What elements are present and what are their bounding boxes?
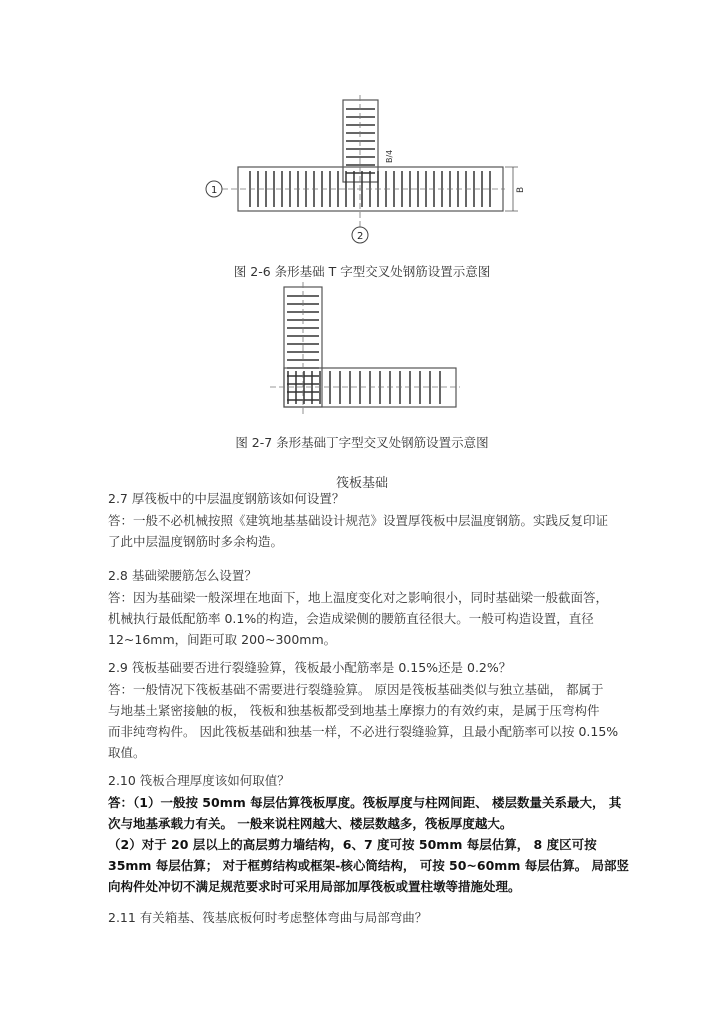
answer-2-10-line: 答：（1）一般按 50mm 每层估算筏板厚度。筏板厚度与柱网间距、 楼层数量关系最大， 其 [108,795,622,810]
question-2-7: 2.7 厚筏板中的中层温度钢筋该如何设置？ [108,491,345,506]
answer-2-7 [108,510,616,552]
answer-2-10-line: （2）对于 20 层以上的高层剪力墙结构，6、7 度可按 50mm 每层估算， 8 度区可按 [108,837,597,852]
answer-2-10-line: 向构件处冲切不满足规范要求时可采用局部加厚筏板或置柱墩等措施处理。 [108,879,521,894]
answer-2-10 [108,792,630,897]
figure-2-6-caption: 图 2-6 条形基础 T 字型交叉处钢筋设置示意图 [233,264,491,279]
answer-2-7-line: 答：一般不必机械按照《建筑地基基础设计规范》设置厚筏板中层温度钢筋。实践反复印证 [108,513,609,528]
question-2-8: 2.8 基础梁腰筋怎么设置？ [108,568,257,583]
answer-2-9-line: 而非纯弯构件。 因此筏板基础和独基一样，不必进行裂缝验算，且最小配筋率可以按 0.15% [108,724,619,739]
answer-2-8 [108,587,616,650]
answer-2-9-line: 与地基土紧密接触的板， 筏板和独基板都受到地基土摩擦力的有效约束，是属于压弯构件 [108,703,600,718]
figure-2-7-caption: 图 2-7 条形基础丁字型交叉处钢筋设置示意图 [235,435,489,450]
figure-2-6-diagram [200,95,530,250]
question-2-11: 2.11 有关箱基、筏基底板何时考虑整体弯曲与局部弯曲？ [108,910,428,925]
answer-2-10-line: 次与地基承载力有关。 一般来说柱网越大、楼层数越多，筏板厚度越大。 [108,816,513,831]
fig26-axis-1: 1 [211,185,218,196]
answer-2-10-line: 35mm 每层估算； 对于框剪结构或框架-核心筒结构， 可按 50~60mm 每层估算。 局部竖 [108,858,630,873]
answer-2-9-line: 答：一般情况下筏板基础不需要进行裂缝验算。 原因是筏板基础类似与独立基础， 都属于 [108,682,604,697]
answer-2-8-line: 机械执行最低配筋率 0.1%的构造，会造成梁侧的腰筋直径很大。一般可构造设置，直径 [108,611,594,626]
answer-2-7-line: 了此中层温度钢筋时多余构造。 [108,534,284,549]
fig26-dim-label: B [516,186,526,193]
section-title: 筏板基础 [335,476,388,491]
fig26-dim-label-small: B/4 [385,149,394,163]
question-2-9: 2.9 筏板基础要否进行裂缝验算，筏板最小配筋率是 0.15%还是 0.2%？ [108,660,512,675]
figure-2-7-diagram [262,282,462,417]
question-2-10: 2.10 筏板合理厚度该如何取值？ [108,773,290,788]
answer-2-8-line: 12~16mm，间距可取 200~300mm。 [108,632,337,647]
answer-2-9-line: 取值。 [108,745,146,760]
answer-2-9 [108,679,619,763]
fig26-axis-2: 2 [357,231,364,242]
answer-2-8-line: 答：因为基础梁一般深埋在地面下，地上温度变化对之影响很小，同时基础梁一般截面答， [108,590,609,605]
